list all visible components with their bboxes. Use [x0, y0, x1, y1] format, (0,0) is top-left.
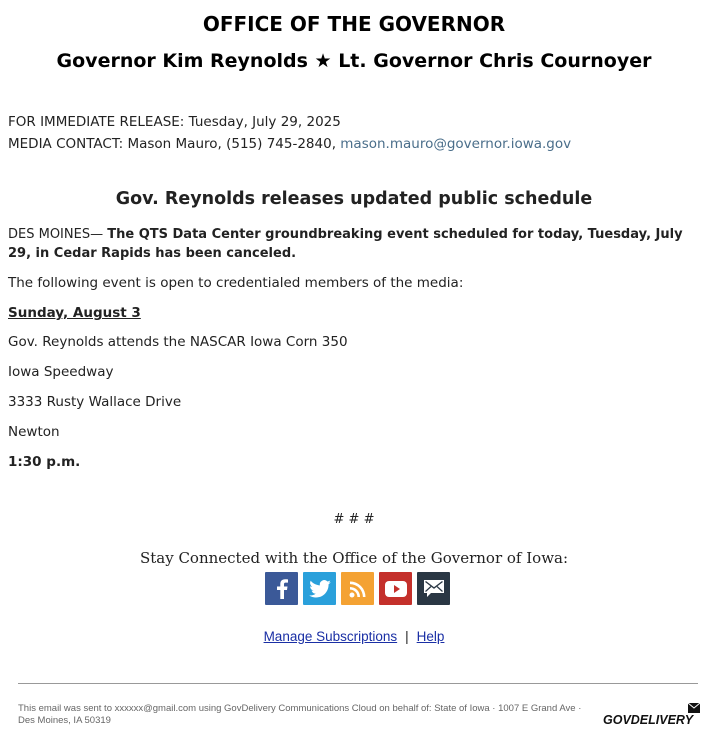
- lede-bold-text: The QTS Data Center groundbreaking event scheduled for today, Tuesday, July 29, in Cedar Rapids has been canceled.: [8, 227, 683, 261]
- youtube-icon[interactable]: [379, 572, 412, 605]
- lede-paragraph: [8, 225, 708, 263]
- help-link[interactable]: Help: [416, 629, 445, 644]
- release-line: [8, 114, 341, 130]
- event-date: Sunday, August 3: [8, 305, 141, 321]
- event-venue: Iowa Speedway: [8, 364, 114, 380]
- footer-disclaimer: This email was sent to xxxxxx@gmail.com using GovDelivery Communications Cloud on behalf of: State of Iowa · 1007 E Grand Ave · Des Moines, IA 50319: [18, 703, 582, 726]
- headline: Gov. Reynolds releases updated public schedule: [115, 189, 593, 209]
- contact-label: MEDIA CONTACT:: [8, 136, 124, 152]
- stay-connected-text: Stay Connected with the Office of the Governor of Iowa:: [139, 549, 569, 567]
- intro-text: The following event is open to credentialed members of the media:: [8, 275, 464, 291]
- footer-links: [0, 629, 708, 644]
- email-icon[interactable]: [417, 572, 450, 605]
- event-address: 3333 Rusty Wallace Drive: [8, 394, 182, 410]
- link-separator: |: [405, 629, 409, 644]
- manage-subscriptions-link[interactable]: Manage Subscriptions: [263, 629, 398, 644]
- dateline: DES MOINES—: [8, 227, 104, 242]
- twitter-icon[interactable]: [303, 572, 336, 605]
- governors-line: Governor Kim Reynolds ★ Lt. Governor Chris Cournoyer: [56, 50, 652, 72]
- contact-name: Mason Mauro, (515) 745-2840,: [127, 136, 336, 152]
- event-title: Gov. Reynolds attends the NASCAR Iowa Corn 350: [8, 334, 348, 350]
- event-city: Newton: [8, 424, 60, 440]
- govdelivery-logo[interactable]: [603, 703, 700, 729]
- footer-divider: [18, 683, 698, 684]
- event-time: 1:30 p.m.: [8, 454, 81, 470]
- social-icons: [265, 572, 450, 605]
- office-title: OFFICE OF THE GOVERNOR: [202, 12, 506, 36]
- release-date: Tuesday, July 29, 2025: [188, 114, 341, 130]
- release-label: FOR IMMEDIATE RELEASE:: [8, 114, 185, 130]
- govdelivery-logo-text: GOVDELIVERY: [603, 713, 694, 727]
- envelope-icon: [688, 703, 700, 713]
- rss-icon[interactable]: [341, 572, 374, 605]
- contact-email-link[interactable]: mason.mauro@governor.iowa.gov: [340, 136, 572, 152]
- facebook-icon[interactable]: [265, 572, 298, 605]
- end-separator: # # #: [333, 512, 375, 527]
- contact-line: [8, 136, 571, 152]
